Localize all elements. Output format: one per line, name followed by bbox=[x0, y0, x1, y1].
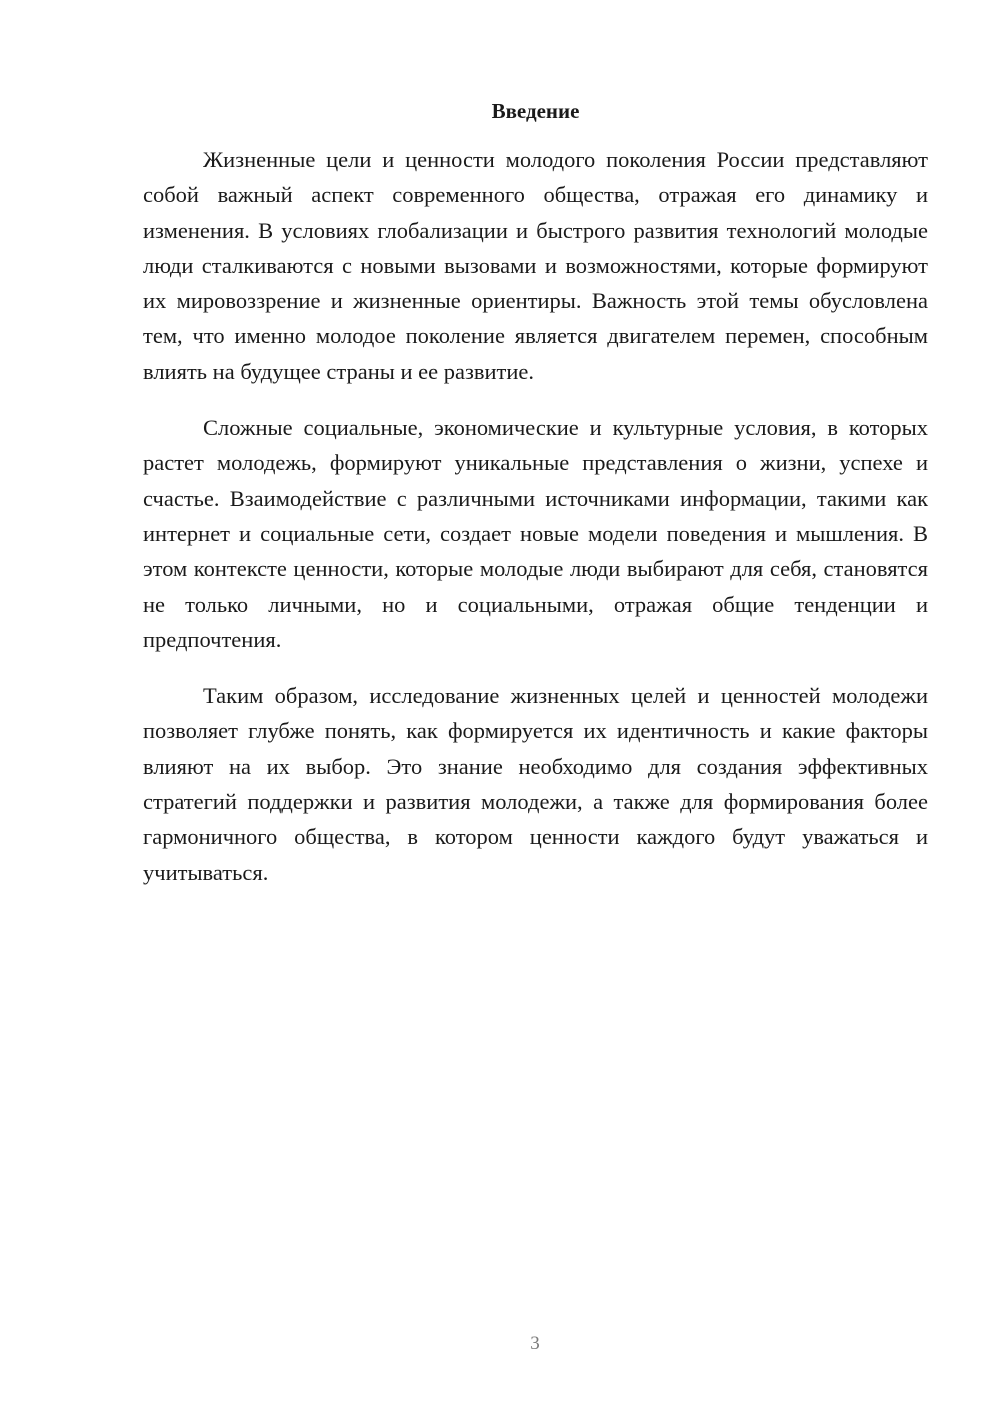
paragraph-1: Жизненные цели и ценности молодого поколения России представляют собой важный аспект современного общества, отражая его динамику и изменения. В условиях глобализации и быстрого развития технологий молодые люди сталкиваются с новыми вызовами и возможностями, которые формируют их мировоззрение и жизненные ориентиры. Важность этой темы обусловлена тем, что именно молодое поколение является двигателем перемен, способным влиять на будущее страны и ее развитие. bbox=[143, 147, 928, 384]
page-number: 3 bbox=[530, 1333, 540, 1354]
paragraph-2: Сложные социальные, экономические и культурные условия, в которых растет молодежь, формируют уникальные представления о жизни, успехе и счастье. Взаимодействие с различными источниками информации, такими как интернет и социальные сети, создает новые модели поведения и мышления. В этом контексте ценности, которые молодые люди выбирают для себя, становятся не только личными, но и социальными, отражая общие тенденции и предпочтения. bbox=[143, 415, 928, 652]
body-text bbox=[143, 142, 928, 911]
paragraph-3: Таким образом, исследование жизненных целей и ценностей молодежи позволяет глубже понять, как формируется их идентичность и какие факторы влияют на их выбор. Это знание необходимо для создания эффективных стратегий поддержки и развития молодежи, а также для формирования более гармоничного общества, в котором ценности каждого будут уважаться и учитываться. bbox=[143, 683, 928, 885]
section-heading: Введение bbox=[491, 99, 580, 123]
